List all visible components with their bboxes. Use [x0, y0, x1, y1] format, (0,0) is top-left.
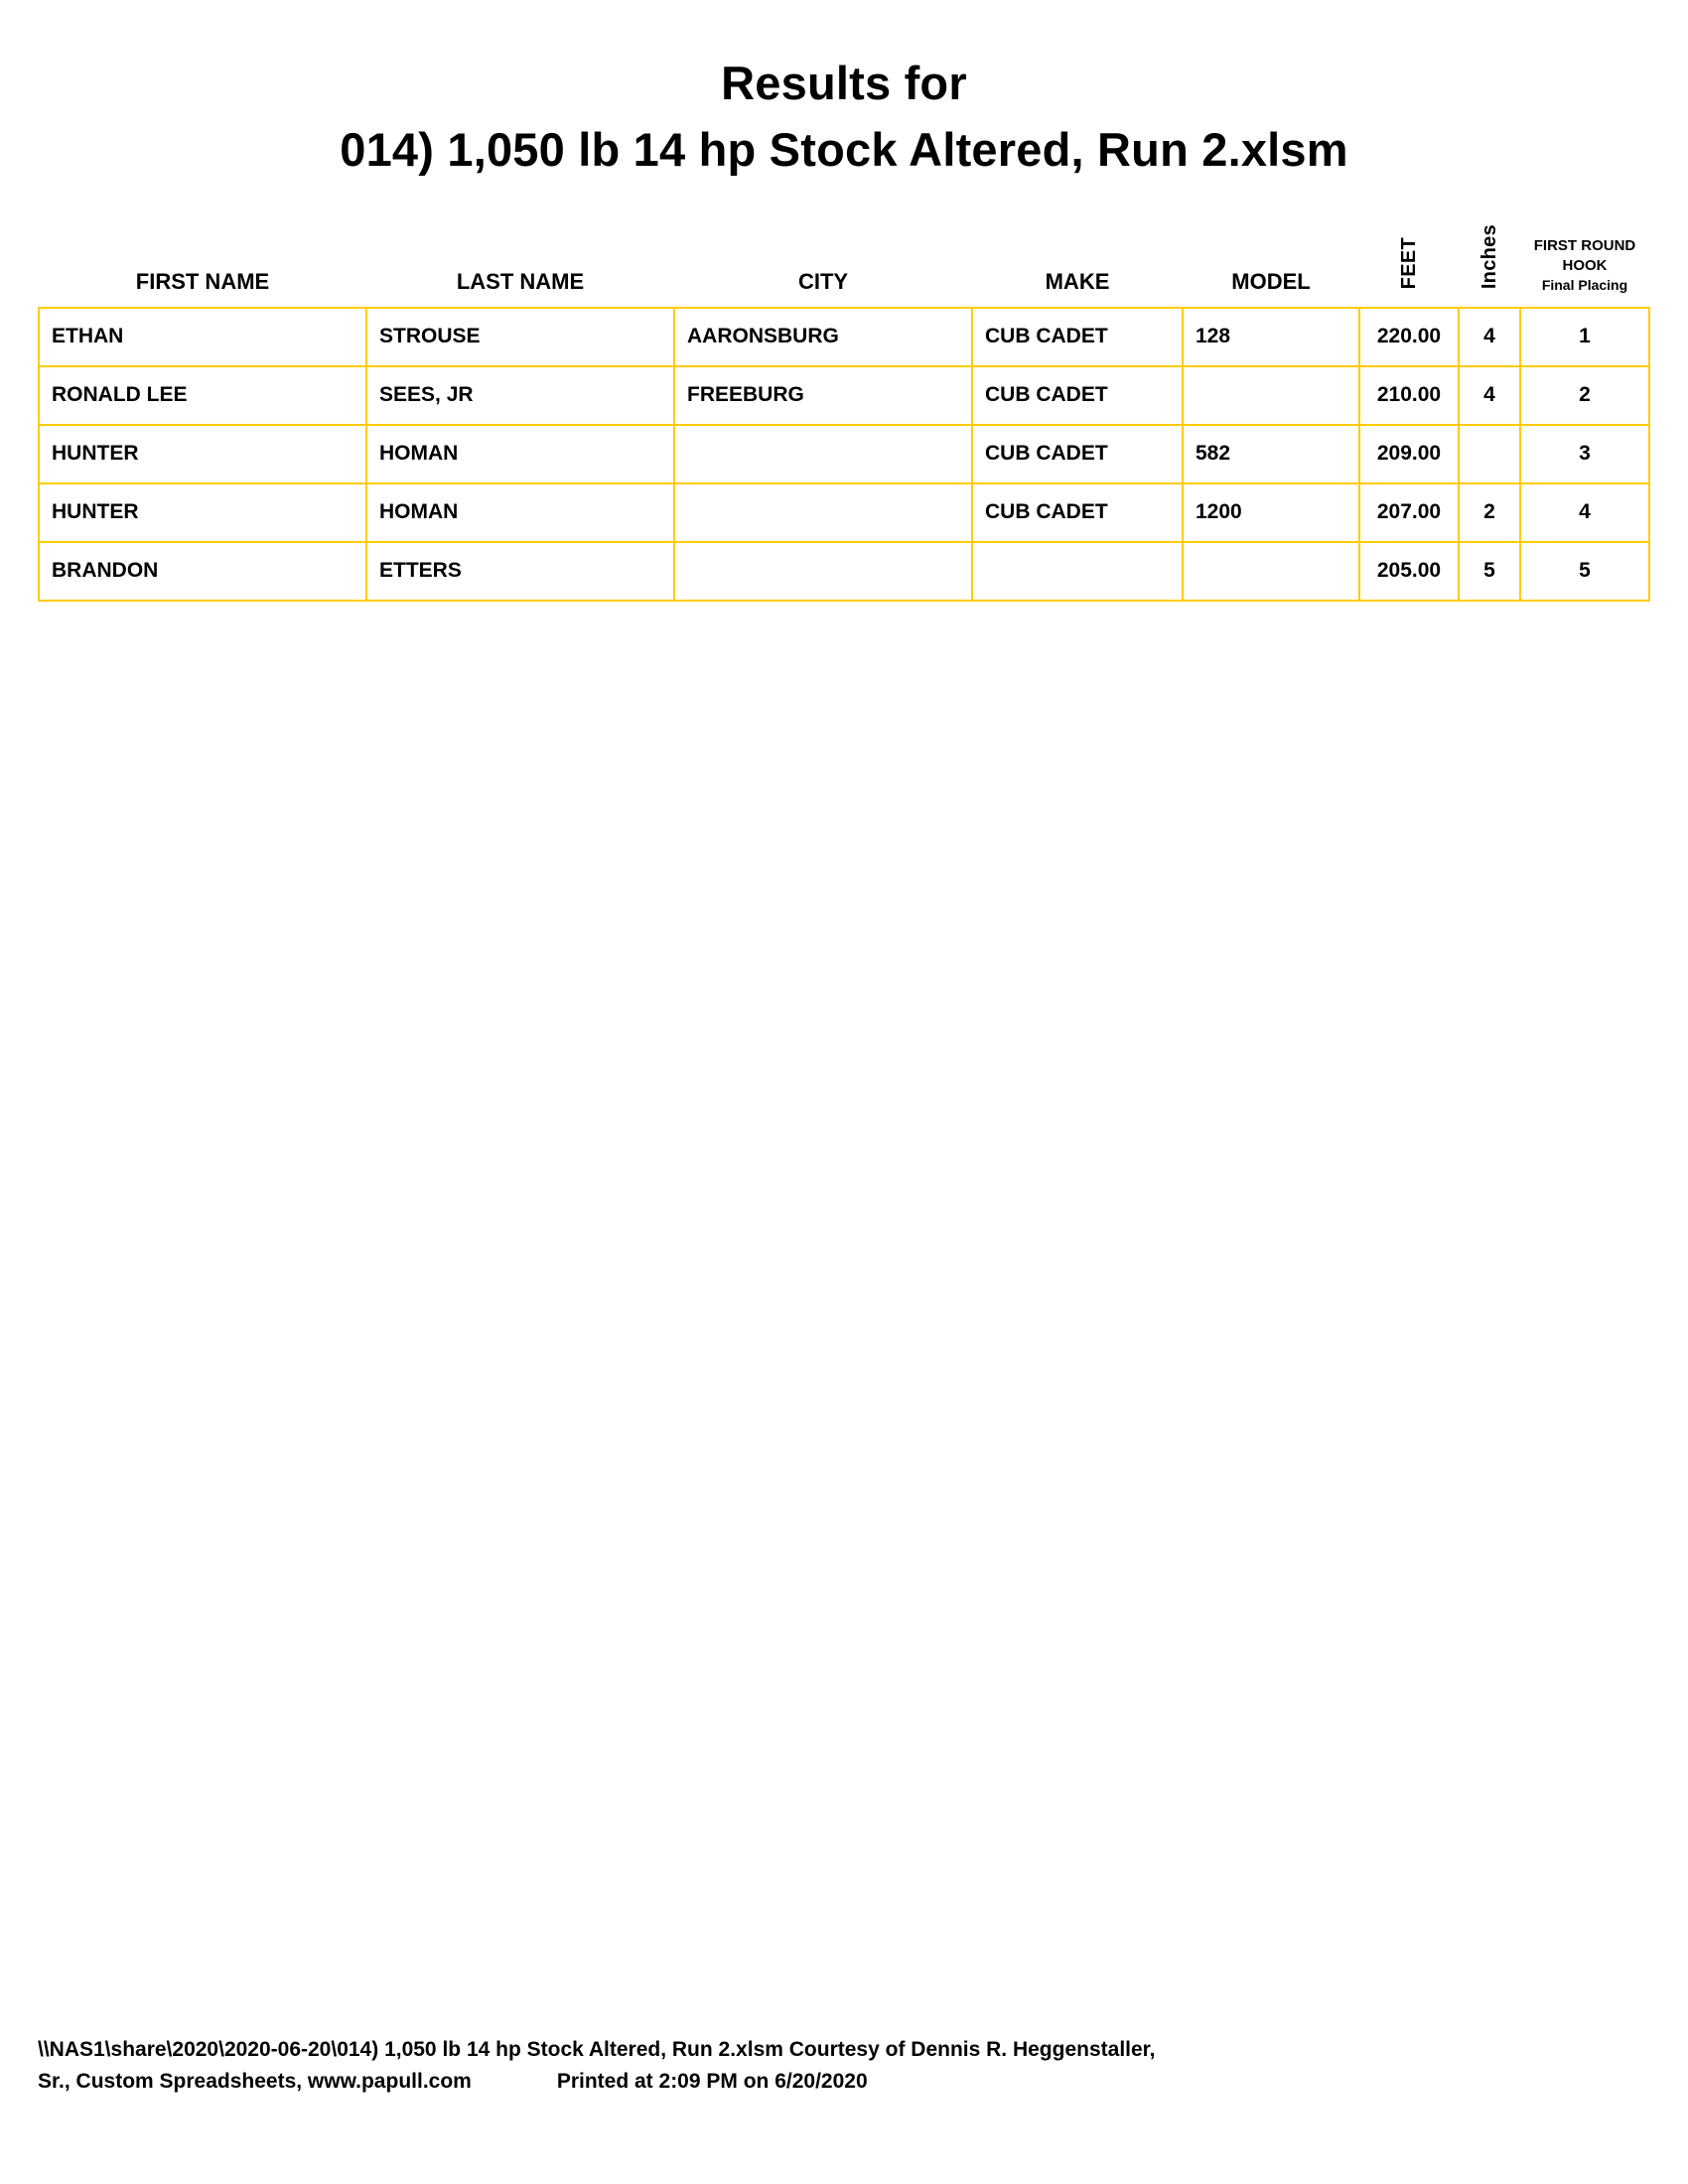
footer-printed-timestamp: Printed at 2:09 PM on 6/20/2020 [556, 2070, 868, 2094]
column-header-first-name: FIRST NAME [39, 204, 366, 308]
table-row [39, 366, 1649, 425]
cell-make [972, 542, 1183, 601]
table-row [39, 308, 1649, 366]
cell-feet: 207.00 [1359, 483, 1459, 542]
cell-feet: 210.00 [1359, 366, 1459, 425]
cell-last-name: STROUSE [366, 308, 674, 366]
table-body [39, 308, 1649, 601]
cell-feet: 209.00 [1359, 425, 1459, 483]
column-header-city: CITY [674, 204, 972, 308]
column-header-feet [1359, 204, 1459, 308]
column-header-final-placing [1520, 204, 1649, 308]
footer-credit: Sr., Custom Spreadsheets, www.papull.com [38, 2070, 472, 2094]
cell-city [674, 425, 972, 483]
cell-make: CUB CADET [972, 308, 1183, 366]
title-block [0, 0, 1688, 178]
cell-last-name: HOMAN [366, 425, 674, 483]
cell-model: 582 [1183, 425, 1359, 483]
cell-final-placing: 3 [1520, 425, 1649, 483]
column-header-placing-line-1: FIRST ROUND [1533, 236, 1636, 254]
cell-feet: 220.00 [1359, 308, 1459, 366]
cell-city [674, 483, 972, 542]
cell-inches: 4 [1459, 308, 1520, 366]
cell-inches: 5 [1459, 542, 1520, 601]
cell-last-name: HOMAN [366, 483, 674, 542]
column-header-inches [1459, 204, 1520, 308]
cell-model: 128 [1183, 308, 1359, 366]
cell-first-name: BRANDON [39, 542, 366, 601]
cell-final-placing: 4 [1520, 483, 1649, 542]
cell-inches: 2 [1459, 483, 1520, 542]
cell-last-name: SEES, JR [366, 366, 674, 425]
cell-final-placing: 1 [1520, 308, 1649, 366]
cell-make: CUB CADET [972, 425, 1183, 483]
column-header-make: MAKE [972, 204, 1183, 308]
table-row [39, 483, 1649, 542]
cell-model [1183, 366, 1359, 425]
cell-last-name: ETTERS [366, 542, 674, 601]
page-title-line-1: Results for [721, 57, 967, 109]
footer-path-courtesy: \\NAS1\share\2020\2020-06-20\014) 1,050 lb 14 hp Stock Altered, Run 2.xlsm Courtesy of Dennis R. Heggenstaller, [38, 2037, 1156, 2061]
page-title-line-2: 014) 1,050 lb 14 hp Stock Altered, Run 2.xlsm [340, 123, 1348, 177]
column-header-placing-line-2: HOOK [1562, 256, 1608, 274]
cell-make: CUB CADET [972, 366, 1183, 425]
cell-first-name: HUNTER [39, 425, 366, 483]
cell-model [1183, 542, 1359, 601]
cell-model: 1200 [1183, 483, 1359, 542]
table-row [39, 542, 1649, 601]
cell-make: CUB CADET [972, 483, 1183, 542]
cell-final-placing: 5 [1520, 542, 1649, 601]
table-header-row [39, 204, 1649, 308]
cell-city: AARONSBURG [674, 308, 972, 366]
table-header [39, 204, 1649, 308]
footer-second-line [38, 2066, 1650, 2099]
table-row [39, 425, 1649, 483]
column-header-inches-label: Inches [1478, 223, 1500, 289]
cell-final-placing: 2 [1520, 366, 1649, 425]
column-header-model: MODEL [1183, 204, 1359, 308]
cell-city [674, 542, 972, 601]
cell-first-name: RONALD LEE [39, 366, 366, 425]
cell-first-name: HUNTER [39, 483, 366, 542]
column-header-feet-label: FEET [1398, 236, 1420, 289]
cell-inches: 4 [1459, 366, 1520, 425]
cell-feet: 205.00 [1359, 542, 1459, 601]
cell-inches [1459, 425, 1520, 483]
cell-first-name: ETHAN [39, 308, 366, 366]
page-footer [38, 2034, 1650, 2099]
cell-city: FREEBURG [674, 366, 972, 425]
results-table [38, 204, 1650, 602]
column-header-last-name: LAST NAME [366, 204, 674, 308]
column-header-placing-line-3: Final Placing [1541, 277, 1628, 294]
